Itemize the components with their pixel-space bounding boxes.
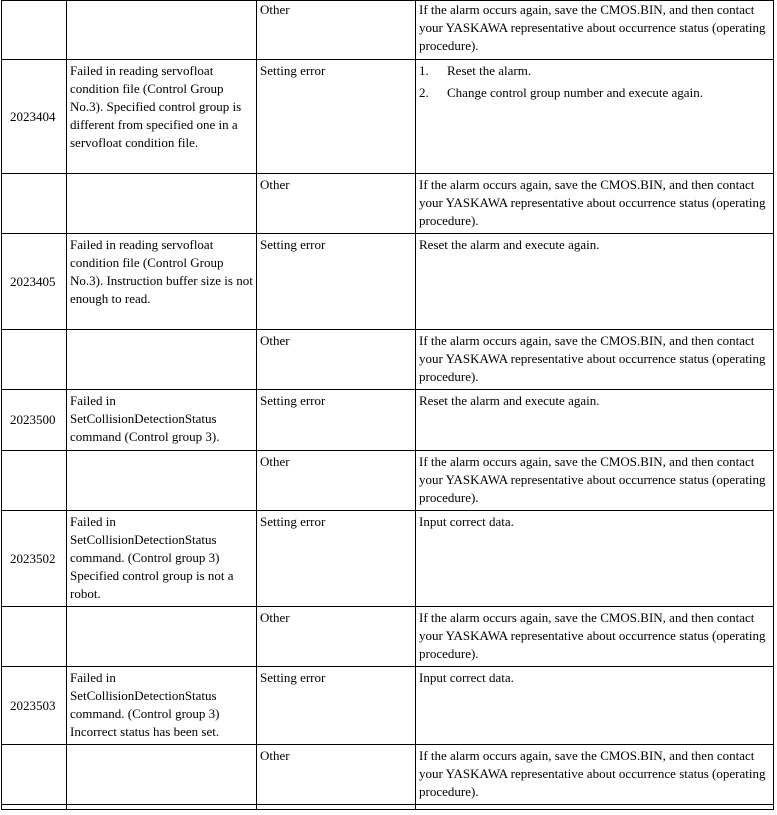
alarm-cause: Other — [257, 174, 416, 234]
table-row — [2, 451, 774, 511]
table-row — [2, 174, 774, 234]
alarm-description — [67, 174, 257, 234]
alarm-remedy: If the alarm occurs again, save the CMOS.BIN, and then contact your YASKAWA representative about occurrence status (operating procedure). — [416, 174, 774, 234]
table-cell — [67, 805, 257, 810]
alarm-cause: Setting error — [257, 234, 416, 330]
alarm-remedy: Input correct data. — [416, 667, 774, 745]
alarm-remedy: If the alarm occurs again, save the CMOS.BIN, and then contact your YASKAWA representative about occurrence status (operating procedure). — [416, 607, 774, 667]
alarm-description: Failed in SetCollisionDetectionStatus command. (Control group 3) Incorrect status has been set. — [67, 667, 257, 745]
table-row-cutoff — [2, 805, 774, 810]
alarm-remedy: Reset the alarm and execute again. — [416, 390, 774, 451]
alarm-remedy: If the alarm occurs again, save the CMOS.BIN, and then contact your YASKAWA representative about occurrence status (operating procedure). — [416, 1, 774, 60]
alarm-code — [2, 330, 67, 390]
alarm-code — [2, 174, 67, 234]
alarm-code — [2, 745, 67, 805]
alarm-remedy: If the alarm occurs again, save the CMOS.BIN, and then contact your YASKAWA representative about occurrence status (operating procedure). — [416, 451, 774, 511]
table-row — [2, 390, 774, 451]
alarm-code — [2, 607, 67, 667]
alarm-description: Failed in reading servofloat condition file (Control Group No.3). Instruction buffer size is not enough to read. — [67, 234, 257, 330]
table-row — [2, 607, 774, 667]
table-row — [2, 667, 774, 745]
alarm-description — [67, 330, 257, 390]
alarm-cause: Setting error — [257, 511, 416, 607]
alarm-code — [2, 451, 67, 511]
alarm-description: Failed in SetCollisionDetectionStatus command. (Control group 3) Specified control group is not a robot. — [67, 511, 257, 607]
alarm-remedy: Reset the alarm and execute again. — [416, 234, 774, 330]
alarm-cause: Setting error — [257, 390, 416, 451]
step-text: Change control group number and execute again. — [447, 85, 703, 100]
remedy-steps — [419, 62, 770, 102]
step-number: 2. — [419, 85, 429, 100]
alarm-table — [1, 0, 774, 810]
alarm-cause: Other — [257, 451, 416, 511]
alarm-cause: Other — [257, 745, 416, 805]
alarm-remedy: Input correct data. — [416, 511, 774, 607]
table-row — [2, 745, 774, 805]
alarm-cause: Other — [257, 607, 416, 667]
remedy-step — [419, 62, 770, 80]
alarm-cause: Setting error — [257, 60, 416, 174]
alarm-remedy: If the alarm occurs again, save the CMOS.BIN, and then contact your YASKAWA representative about occurrence status (operating procedure). — [416, 745, 774, 805]
step-number: 1. — [419, 63, 429, 78]
alarm-description: Failed in SetCollisionDetectionStatus command (Control group 3). — [67, 390, 257, 451]
alarm-code: 2023500 — [2, 390, 67, 451]
alarm-code: 2023503 — [2, 667, 67, 745]
alarm-code: 2023405 — [2, 234, 67, 330]
alarm-description — [67, 1, 257, 60]
alarm-description — [67, 451, 257, 511]
table-cell — [257, 805, 416, 810]
alarm-description — [67, 745, 257, 805]
alarm-remedy: If the alarm occurs again, save the CMOS.BIN, and then contact your YASKAWA representative about occurrence status (operating procedure). — [416, 330, 774, 390]
alarm-remedy — [416, 60, 774, 174]
table-row — [2, 60, 774, 174]
table-row — [2, 1, 774, 60]
alarm-code — [2, 1, 67, 60]
step-text: Reset the alarm. — [447, 63, 532, 78]
remedy-step — [419, 84, 770, 102]
table-cell — [2, 805, 67, 810]
alarm-description — [67, 607, 257, 667]
alarm-cause: Other — [257, 330, 416, 390]
table-row — [2, 234, 774, 330]
table-cell — [416, 805, 774, 810]
alarm-code: 2023502 — [2, 511, 67, 607]
alarm-cause: Setting error — [257, 667, 416, 745]
alarm-cause: Other — [257, 1, 416, 60]
alarm-code: 2023404 — [2, 60, 67, 174]
alarm-description: Failed in reading servofloat condition file (Control Group No.3). Specified control group is different from specified one in a servofloat condition file. — [67, 60, 257, 174]
table-row — [2, 511, 774, 607]
table-row — [2, 330, 774, 390]
